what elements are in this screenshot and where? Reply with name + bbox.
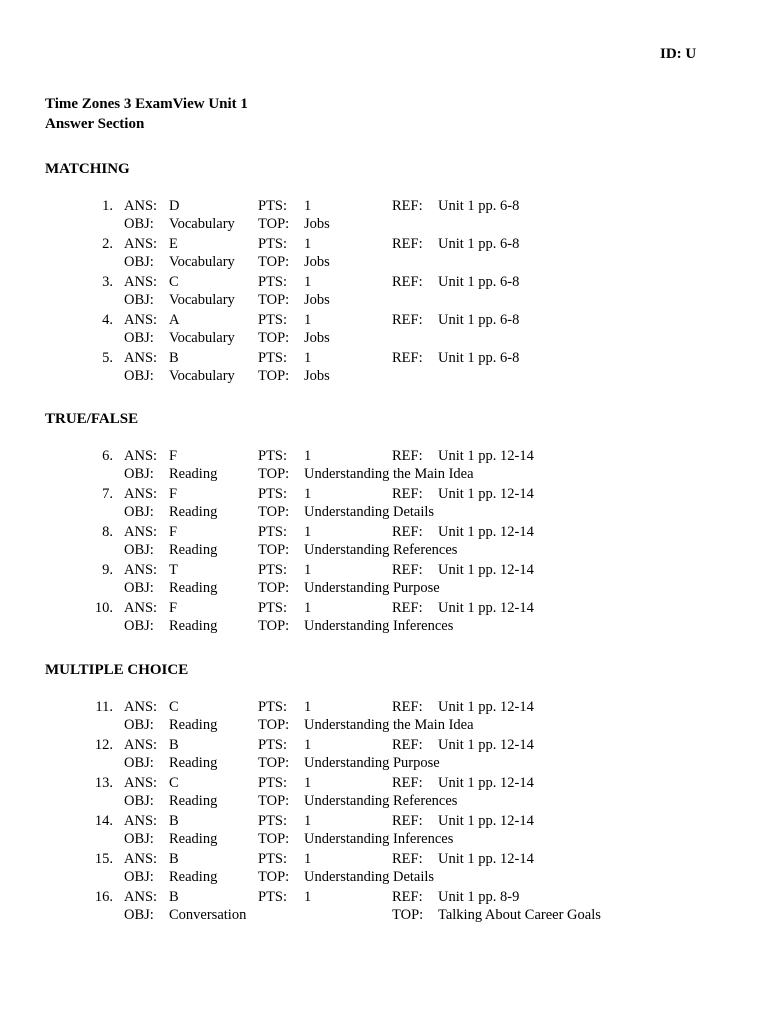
ref-label: REF: <box>392 889 423 905</box>
question-number: 11. <box>95 699 113 715</box>
top-label: TOP: <box>258 254 290 270</box>
answer-value: E <box>169 236 178 252</box>
top-label: TOP: <box>258 618 290 634</box>
objective-value: Reading <box>169 466 218 482</box>
section-heading: MULTIPLE CHOICE <box>45 662 189 678</box>
answer-item <box>45 561 725 599</box>
answer-item <box>45 812 725 850</box>
obj-label: OBJ: <box>124 793 154 809</box>
pts-label: PTS: <box>258 813 288 829</box>
objective-row <box>45 215 705 234</box>
ans-label: ANS: <box>124 562 158 578</box>
obj-label: OBJ: <box>124 831 154 847</box>
pts-label: PTS: <box>258 448 288 464</box>
topic-value: Jobs <box>304 368 330 384</box>
question-number: 16. <box>94 889 113 905</box>
ans-label: ANS: <box>124 851 158 867</box>
ans-label: ANS: <box>124 699 158 715</box>
answer-row <box>45 774 705 793</box>
points-value: 1 <box>304 236 312 252</box>
top-label: TOP: <box>258 330 290 346</box>
objective-value: Vocabulary <box>169 216 235 232</box>
answer-row <box>45 736 705 755</box>
answer-section <box>45 160 725 387</box>
ref-label: REF: <box>392 486 423 502</box>
pts-label: PTS: <box>258 312 288 328</box>
points-value: 1 <box>304 274 312 290</box>
objective-row <box>45 906 705 925</box>
answer-item <box>45 235 725 273</box>
objective-value: Vocabulary <box>169 368 235 384</box>
objective-row <box>45 329 705 348</box>
obj-label: OBJ: <box>124 216 154 232</box>
ref-label: REF: <box>392 524 423 540</box>
answer-list <box>45 447 725 637</box>
pts-label: PTS: <box>258 198 288 214</box>
topic-value: Understanding Details <box>304 869 435 885</box>
objective-row <box>45 868 705 887</box>
objective-value: Reading <box>169 793 218 809</box>
question-number: 6. <box>102 448 113 464</box>
answer-value: F <box>169 600 178 616</box>
pts-label: PTS: <box>258 851 288 867</box>
objective-value: Vocabulary <box>169 254 235 270</box>
topic-value: Jobs <box>304 216 330 232</box>
topic-value: Understanding Details <box>304 504 435 520</box>
objective-row <box>45 465 705 484</box>
topic-value: Understanding Inferences <box>304 618 454 634</box>
page-id-label: ID: U <box>660 46 697 62</box>
top-label: TOP: <box>258 869 290 885</box>
pts-label: PTS: <box>258 486 288 502</box>
ans-label: ANS: <box>124 448 158 464</box>
answer-item <box>45 447 725 485</box>
pts-label: PTS: <box>258 274 288 290</box>
question-number: 4. <box>102 312 113 328</box>
obj-label: OBJ: <box>124 504 154 520</box>
section-heading: MATCHING <box>45 161 130 177</box>
pts-label: PTS: <box>258 236 288 252</box>
answer-list <box>45 698 725 926</box>
answer-section <box>45 410 725 637</box>
objective-row <box>45 754 705 773</box>
obj-label: OBJ: <box>124 542 154 558</box>
top-label: TOP: <box>258 466 290 482</box>
reference-value: Unit 1 pp. 12-14 <box>438 775 534 791</box>
answer-row <box>45 523 705 542</box>
topic-value: Jobs <box>304 292 330 308</box>
points-value: 1 <box>304 198 312 214</box>
points-value: 1 <box>304 562 312 578</box>
points-value: 1 <box>304 600 312 616</box>
top-label: TOP: <box>258 542 290 558</box>
ref-label: REF: <box>392 813 423 829</box>
answer-item <box>45 774 725 812</box>
top-label: TOP: <box>258 504 290 520</box>
answer-row <box>45 850 705 869</box>
objective-row <box>45 716 705 735</box>
answer-value: C <box>169 775 179 791</box>
topic-value: Jobs <box>304 254 330 270</box>
answer-value: B <box>169 889 179 905</box>
ans-label: ANS: <box>124 486 158 502</box>
topic-value: Understanding the Main Idea <box>304 466 474 482</box>
question-number: 9. <box>102 562 113 578</box>
question-number: 3. <box>102 274 113 290</box>
objective-value: Reading <box>169 618 218 634</box>
ans-label: ANS: <box>124 274 158 290</box>
topic-value: Understanding References <box>304 542 458 558</box>
ans-label: ANS: <box>124 813 158 829</box>
top-label: TOP: <box>258 755 290 771</box>
question-number: 15. <box>94 851 113 867</box>
top-label: TOP: <box>258 216 290 232</box>
reference-value: Unit 1 pp. 6-8 <box>438 236 520 252</box>
pts-label: PTS: <box>258 562 288 578</box>
answer-section <box>45 661 725 926</box>
pts-label: PTS: <box>258 350 288 366</box>
objective-value: Reading <box>169 831 218 847</box>
ref-label: REF: <box>392 312 423 328</box>
points-value: 1 <box>304 524 312 540</box>
question-number: 5. <box>102 350 113 366</box>
objective-value: Reading <box>169 755 218 771</box>
title-line: Time Zones 3 ExamView Unit 1 <box>45 96 248 112</box>
answer-value: A <box>169 312 180 328</box>
points-value: 1 <box>304 775 312 791</box>
answer-value: B <box>169 813 179 829</box>
answer-value: C <box>169 274 179 290</box>
objective-row <box>45 830 705 849</box>
objective-row <box>45 579 705 598</box>
answer-value: B <box>169 350 179 366</box>
topic-value: Understanding References <box>304 793 458 809</box>
answer-row <box>45 447 705 466</box>
ref-label: REF: <box>392 448 423 464</box>
section-heading: TRUE/FALSE <box>45 411 139 427</box>
obj-label: OBJ: <box>124 580 154 596</box>
top-label: TOP: <box>258 717 290 733</box>
ref-label: REF: <box>392 699 423 715</box>
top-label: TOP: <box>258 368 290 384</box>
question-number: 12. <box>94 737 113 753</box>
ans-label: ANS: <box>124 236 158 252</box>
answer-value: F <box>169 524 178 540</box>
question-number: 10. <box>94 600 113 616</box>
answer-item <box>45 736 725 774</box>
ans-label: ANS: <box>124 889 158 905</box>
obj-label: OBJ: <box>124 907 154 923</box>
objective-value: Reading <box>169 580 218 596</box>
answer-value: B <box>169 737 179 753</box>
answer-value: F <box>169 486 178 502</box>
top-label: TOP: <box>258 580 290 596</box>
points-value: 1 <box>304 851 312 867</box>
answer-item <box>45 850 725 888</box>
ans-label: ANS: <box>124 350 158 366</box>
top-label: TOP: <box>392 907 424 923</box>
pts-label: PTS: <box>258 775 288 791</box>
reference-value: Unit 1 pp. 12-14 <box>438 600 534 616</box>
points-value: 1 <box>304 350 312 366</box>
answer-item <box>45 273 725 311</box>
question-number: 2. <box>102 236 113 252</box>
pts-label: PTS: <box>258 600 288 616</box>
ref-label: REF: <box>392 737 423 753</box>
obj-label: OBJ: <box>124 254 154 270</box>
objective-row <box>45 253 705 272</box>
objective-value: Vocabulary <box>169 330 235 346</box>
answer-row <box>45 888 705 907</box>
answer-value: T <box>169 562 178 578</box>
answer-item <box>45 698 725 736</box>
reference-value: Unit 1 pp. 8-9 <box>438 889 520 905</box>
objective-row <box>45 503 705 522</box>
points-value: 1 <box>304 813 312 829</box>
answer-value: C <box>169 699 179 715</box>
answer-item <box>45 349 725 387</box>
objective-row <box>45 291 705 310</box>
obj-label: OBJ: <box>124 368 154 384</box>
reference-value: Unit 1 pp. 12-14 <box>438 699 534 715</box>
ans-label: ANS: <box>124 737 158 753</box>
ref-label: REF: <box>392 236 423 252</box>
answer-row <box>45 235 705 254</box>
pts-label: PTS: <box>258 699 288 715</box>
points-value: 1 <box>304 737 312 753</box>
objective-value: Reading <box>169 504 218 520</box>
ref-label: REF: <box>392 198 423 214</box>
topic-value: Understanding Purpose <box>304 580 440 596</box>
ans-label: ANS: <box>124 524 158 540</box>
answer-row <box>45 311 705 330</box>
subtitle-line: Answer Section <box>45 116 145 132</box>
reference-value: Unit 1 pp. 12-14 <box>438 813 534 829</box>
answer-item <box>45 523 725 561</box>
pts-label: PTS: <box>258 737 288 753</box>
objective-value: Vocabulary <box>169 292 235 308</box>
points-value: 1 <box>304 699 312 715</box>
reference-value: Unit 1 pp. 12-14 <box>438 737 534 753</box>
answer-value: F <box>169 448 178 464</box>
answer-row <box>45 561 705 580</box>
answer-value: D <box>169 198 180 214</box>
top-label: TOP: <box>258 793 290 809</box>
obj-label: OBJ: <box>124 618 154 634</box>
topic-value: Talking About Career Goals <box>438 907 601 923</box>
top-label: TOP: <box>258 831 290 847</box>
ref-label: REF: <box>392 600 423 616</box>
reference-value: Unit 1 pp. 6-8 <box>438 350 520 366</box>
reference-value: Unit 1 pp. 12-14 <box>438 562 534 578</box>
topic-value: Understanding the Main Idea <box>304 717 474 733</box>
question-number: 1. <box>102 198 113 214</box>
points-value: 1 <box>304 448 312 464</box>
reference-value: Unit 1 pp. 12-14 <box>438 486 534 502</box>
answer-row <box>45 599 705 618</box>
answer-row <box>45 812 705 831</box>
ans-label: ANS: <box>124 312 158 328</box>
obj-label: OBJ: <box>124 330 154 346</box>
pts-label: PTS: <box>258 889 288 905</box>
answer-row <box>45 485 705 504</box>
question-number: 7. <box>102 486 113 502</box>
ans-label: ANS: <box>124 775 158 791</box>
topic-value: Jobs <box>304 330 330 346</box>
obj-label: OBJ: <box>124 717 154 733</box>
answer-row <box>45 698 705 717</box>
answer-item <box>45 485 725 523</box>
reference-value: Unit 1 pp. 6-8 <box>438 274 520 290</box>
objective-value: Reading <box>169 717 218 733</box>
answer-row <box>45 197 705 216</box>
question-number: 13. <box>94 775 113 791</box>
reference-value: Unit 1 pp. 12-14 <box>438 524 534 540</box>
points-value: 1 <box>304 889 312 905</box>
objective-row <box>45 617 705 636</box>
top-label: TOP: <box>258 292 290 308</box>
reference-value: Unit 1 pp. 12-14 <box>438 851 534 867</box>
objective-row <box>45 367 705 386</box>
question-number: 14. <box>94 813 113 829</box>
ref-label: REF: <box>392 775 423 791</box>
ans-label: ANS: <box>124 198 158 214</box>
document-title <box>45 94 248 134</box>
topic-value: Understanding Inferences <box>304 831 454 847</box>
pts-label: PTS: <box>258 524 288 540</box>
question-number: 8. <box>102 524 113 540</box>
reference-value: Unit 1 pp. 6-8 <box>438 198 520 214</box>
ref-label: REF: <box>392 851 423 867</box>
reference-value: Unit 1 pp. 12-14 <box>438 448 534 464</box>
points-value: 1 <box>304 486 312 502</box>
answer-item <box>45 311 725 349</box>
answer-list <box>45 197 725 387</box>
topic-value: Understanding Purpose <box>304 755 440 771</box>
obj-label: OBJ: <box>124 755 154 771</box>
answer-item <box>45 888 725 926</box>
ref-label: REF: <box>392 350 423 366</box>
answer-item <box>45 599 725 637</box>
objective-value: Reading <box>169 542 218 558</box>
reference-value: Unit 1 pp. 6-8 <box>438 312 520 328</box>
objective-row <box>45 792 705 811</box>
answer-row <box>45 349 705 368</box>
objective-value: Conversation <box>169 907 247 923</box>
objective-row <box>45 541 705 560</box>
answer-item <box>45 197 725 235</box>
points-value: 1 <box>304 312 312 328</box>
ans-label: ANS: <box>124 600 158 616</box>
answer-value: B <box>169 851 179 867</box>
obj-label: OBJ: <box>124 292 154 308</box>
obj-label: OBJ: <box>124 466 154 482</box>
objective-value: Reading <box>169 869 218 885</box>
ref-label: REF: <box>392 562 423 578</box>
ref-label: REF: <box>392 274 423 290</box>
obj-label: OBJ: <box>124 869 154 885</box>
answer-row <box>45 273 705 292</box>
